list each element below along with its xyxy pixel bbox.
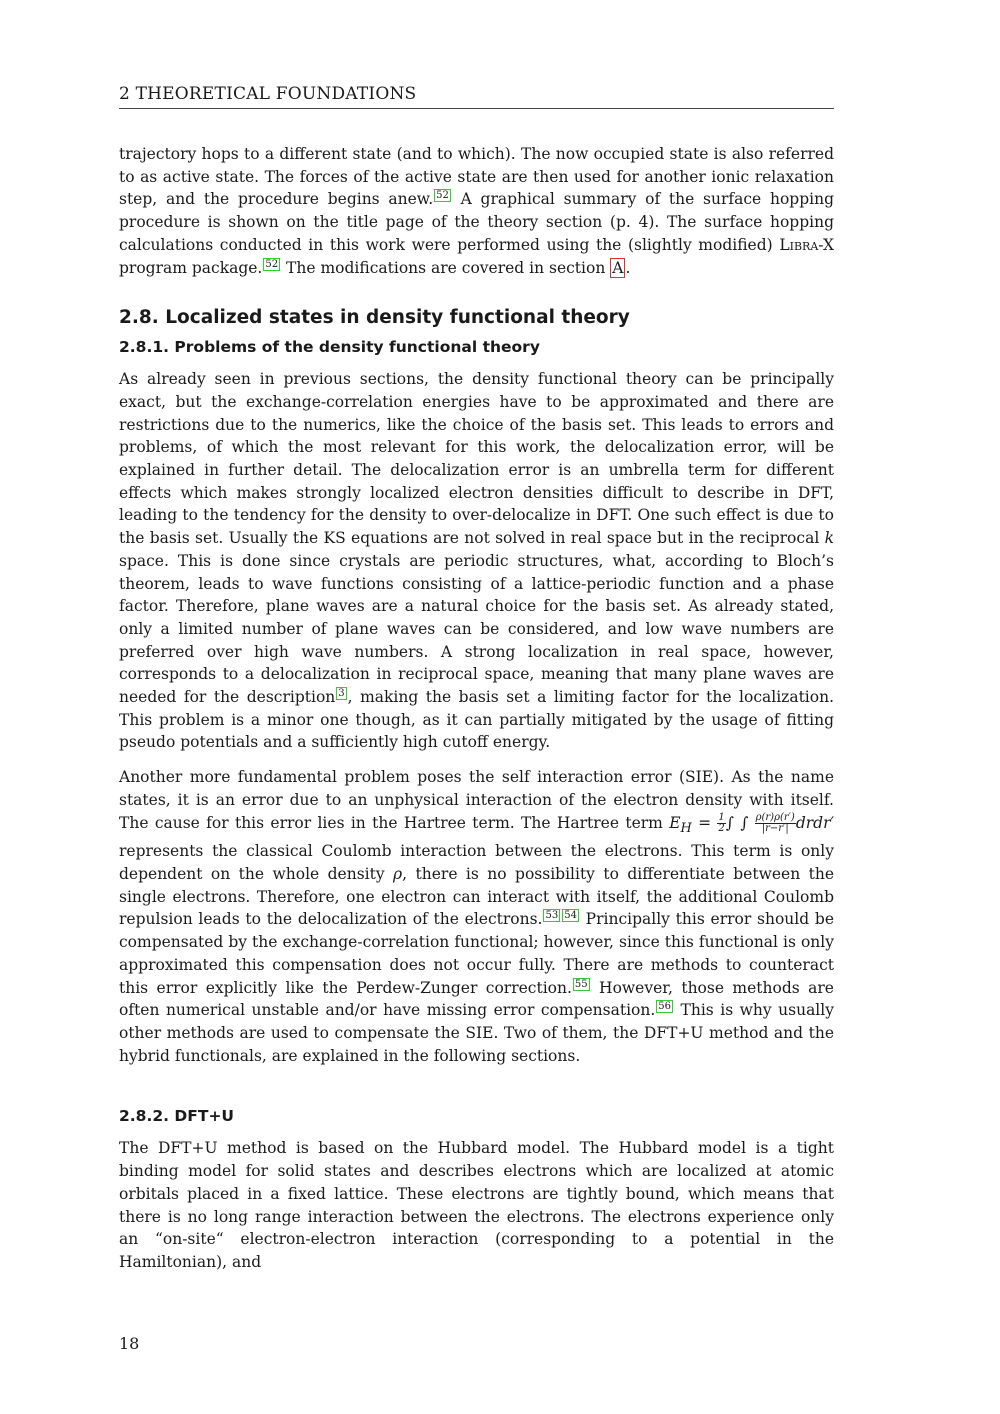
text-run: space. This is done since crystals are periodic structures, what, according to Bloch’s theorem, leads to wave functions consisting of a lattice-periodic function and a phase factor. Therefore, plane waves are a natural choice for the basis set. As already stated, only a limited number of plane waves can be considered, and low wave numbers are preferred over high wave numbers. A strong localization in real space, however, corresponds to a delocalization in reciprocal space, meaning that many plane waves are needed for the description [119,551,834,707]
page-content [119,143,834,1286]
math-symbol: E [669,813,681,832]
subsection-title: 2.8.1. Problems of the density functional theory [119,338,540,357]
citation-link[interactable]: 54 [564,910,577,922]
text-run: The modifications are covered in section [281,258,611,277]
text-run: trajectory hops to a different state (and to which). The now occupied state is also referred to as active state. The forces of the active state are then used for another ionic relaxation step, and the procedure begins anew. [119,145,834,209]
math-operator: = [691,813,718,832]
citation-link[interactable]: 3 [338,688,345,700]
math-subscript: H [680,820,692,836]
citation-link[interactable]: 55 [574,978,588,990]
fraction-denominator: |r−r′| [761,823,789,835]
citation-link[interactable]: 52 [265,258,279,270]
fraction-denominator: 2 [718,823,725,835]
paragraph [119,766,834,1067]
fraction-density [755,813,796,834]
math-symbol: k [824,529,834,548]
text-run: This is why usually other methods are used to compensate the SIE. Two of them, the DFT+U method and the hybrid functionals, are explained in the following sections. [119,1001,834,1065]
text-run: As already seen in previous sections, the density functional theory can be principally exact, but the exchange-correlation energies have to be approximated and there are restrictions due to the numerics, like the choice of the basis set. This leads to errors and problems, of which the most relevant for this work, the delocalization error, will be explained in further detail. The delocalization error is an umbrella term for different effects which makes strongly localized electron densities difficult to describe in DFT, leading to the tendency for the density to over-delocalize in DFT. One such effect is due to the basis set. Usually the KS equations are not solved in real space but in the reciprocal [119,370,834,548]
math-symbol: ρ [393,865,403,884]
fraction-numerator: ρ(r)ρ(r′) [755,812,795,824]
intro-paragraph [119,143,834,279]
text-run: -X program package. [119,235,834,277]
subsection-title: 2.8.2. DFT+U [119,1107,235,1126]
fraction-half [717,813,725,834]
text-run: . [625,258,631,277]
section-reference-link[interactable]: A [612,258,624,277]
citation-link[interactable]: 53 [545,910,559,922]
fraction-numerator: 1 [718,812,725,824]
citation-link[interactable]: 56 [658,1001,672,1013]
text-run: , making the basis set a limiting factor for the localization. This problem is a minor one though, as it can partially mitigated by the usage of fitting pseudo potentials and a sufficiently high cutoff energy. [119,688,834,752]
text-run: A graphical summary of the surface hopping procedure is shown on the title page of the theory section (p. 4). The surface hopping calculations conducted in this work were performed using the (slightly modified) [119,190,834,254]
hartree-equation [669,812,834,836]
text-run: , there is no possibility to differentiate between the single electrons. Therefore, one electron can interact with itself, the additional Coulomb repulsion leads to the delocalization of the electrons. [119,865,834,929]
text-run: However, those methods are often numerical unstable and/or have missing error compensation. [119,978,834,1020]
math-symbol: drdr′ [795,813,834,832]
text-run: Principally this error should be compensated by the exchange-correlation functional; however, since this functional is only approximated this compensation does not occur fully. There are methods to counteract this error explicitly like the Perdew-Zunger correction. [119,910,834,997]
paragraph [119,368,834,754]
text-run: Another more fundamental problem poses the self interaction error (SIE). As the name states, it is an error due to an unphysical interaction of the electron density with itself. The cause for this error lies in the Hartree term. The Hartree term [119,768,834,832]
page-number: 18 [119,1334,140,1353]
text-run: represents the classical Coulomb interaction between the electrons. This term is only dependent on the whole density [119,842,834,884]
citation-link[interactable]: 52 [436,190,449,202]
integral-symbol: ∫ ∫ [725,813,755,832]
paragraph: The DFT+U method is based on the Hubbard model. The Hubbard model is a tight binding model for solid states and describes electrons which are localized at atomic orbitals placed in a fixed lattice. These electrons are tightly bound, which means that there is no long range interaction between the electrons. The electrons experience only an “on-site“ electron-electron interaction (corresponding to a potential in the Hamiltonian), and [119,1139,834,1271]
running-header: 2 THEORETICAL FOUNDATIONS [119,84,834,109]
program-name: Libra [779,235,819,254]
section-title: 2.8. Localized states in density functional theory [119,307,630,329]
